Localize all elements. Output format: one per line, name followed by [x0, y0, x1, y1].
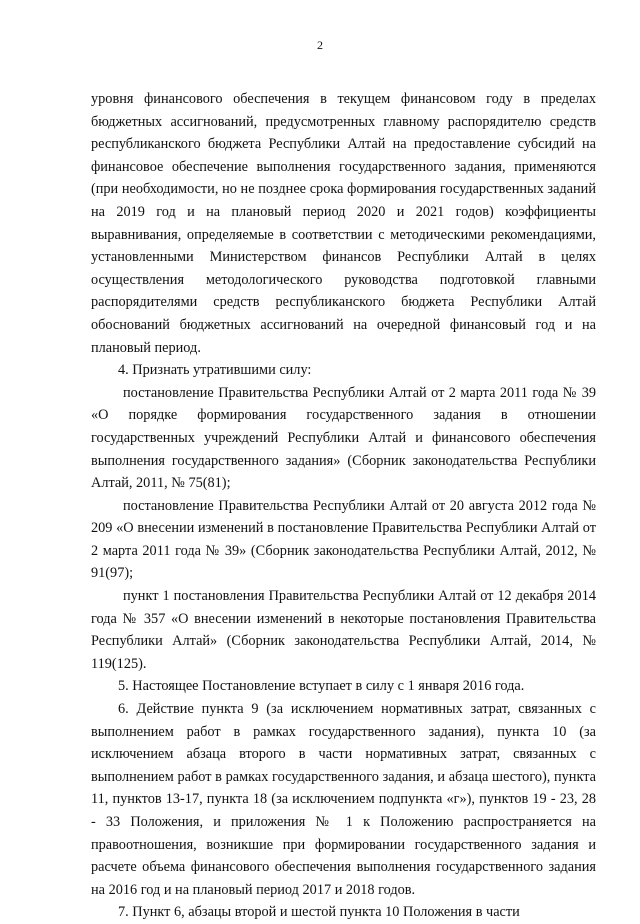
paragraph-repealed-3: пункт 1 постановления Правительства Республики Алтай от 12 декабря 2014 года № 357 «О внесении изменений в некоторые постановления Правительства Республики Алтай» (Сборник законодательства Республики Алтай, 2014, № 119(125). — [91, 588, 596, 672]
page-number: 2 — [317, 38, 323, 52]
document-body — [91, 88, 596, 924]
paragraph-item-4: 4. Признать утратившими силу: — [118, 362, 312, 379]
paragraph-item-7: 7. Пункт 6, абзацы второй и шестой пункта 10 Положения в части — [118, 904, 520, 921]
paragraph-continuation: уровня финансового обеспечения в текущем финансовом году в пределах бюджетных ассигнований, предусмотренных главному распорядителю средств республиканского бюджета Республики Алтай на предоставление субсидий на финансовое обеспечение выполнения государственного задания, применяются (при необходимости, но не позднее срока формирования государственных заданий на 2019 год и на плановый период 2020 и 2021 годов) коэффициенты выравнивания, определяемые в соответствии с методическими рекомендациями, установленными Министерством финансов Республики Алтай в целях осуществления методологического руководства подготовкой главными распорядителями средств республиканского бюджета Республики Алтай обоснований бюджетных ассигнований на очередной финансовый год и на плановый период. — [91, 91, 596, 356]
paragraph-item-5: 5. Настоящее Постановление вступает в силу с 1 января 2016 года. — [118, 678, 525, 695]
paragraph-repealed-1: постановление Правительства Республики Алтай от 2 марта 2011 года № 39 «О порядке формирования государственного задания в отношении государственных учреждений Республики Алтай и финансового обеспечения выполнения государственного задания» (Сборник законодательства Республики Алтай, 2011, № 75(81); — [91, 384, 596, 492]
paragraph-repealed-2: постановление Правительства Республики Алтай от 20 августа 2012 года № 209 «О внесении изменений в постановление Правительства Республики Алтай от 2 марта 2011 года № 39» (Сборник законодательства Республики Алтай, 2012, № 91(97); — [91, 497, 596, 582]
paragraph-item-6: 6. Действие пункта 9 (за исключением нормативных затрат, связанных с выполнением работ в рамках государственного задания), пункта 10 (за исключением абзаца второго в части нормативных затрат, связанных с выполнением работ в рамках государственного задания, и абзаца шестого), пункта 11, пунктов 13-17, пункта 18 (за исключением подпункта «г»), пунктов 19 - 23, 28 - 33 Положения, и приложения № 1 к Положению распространяется на правоотношения, возникшие при формировании государственного задания и расчете объема финансового обеспечения выполнения государственного задания на 2016 год и на плановый период 2017 и 2018 годов. — [91, 701, 596, 898]
